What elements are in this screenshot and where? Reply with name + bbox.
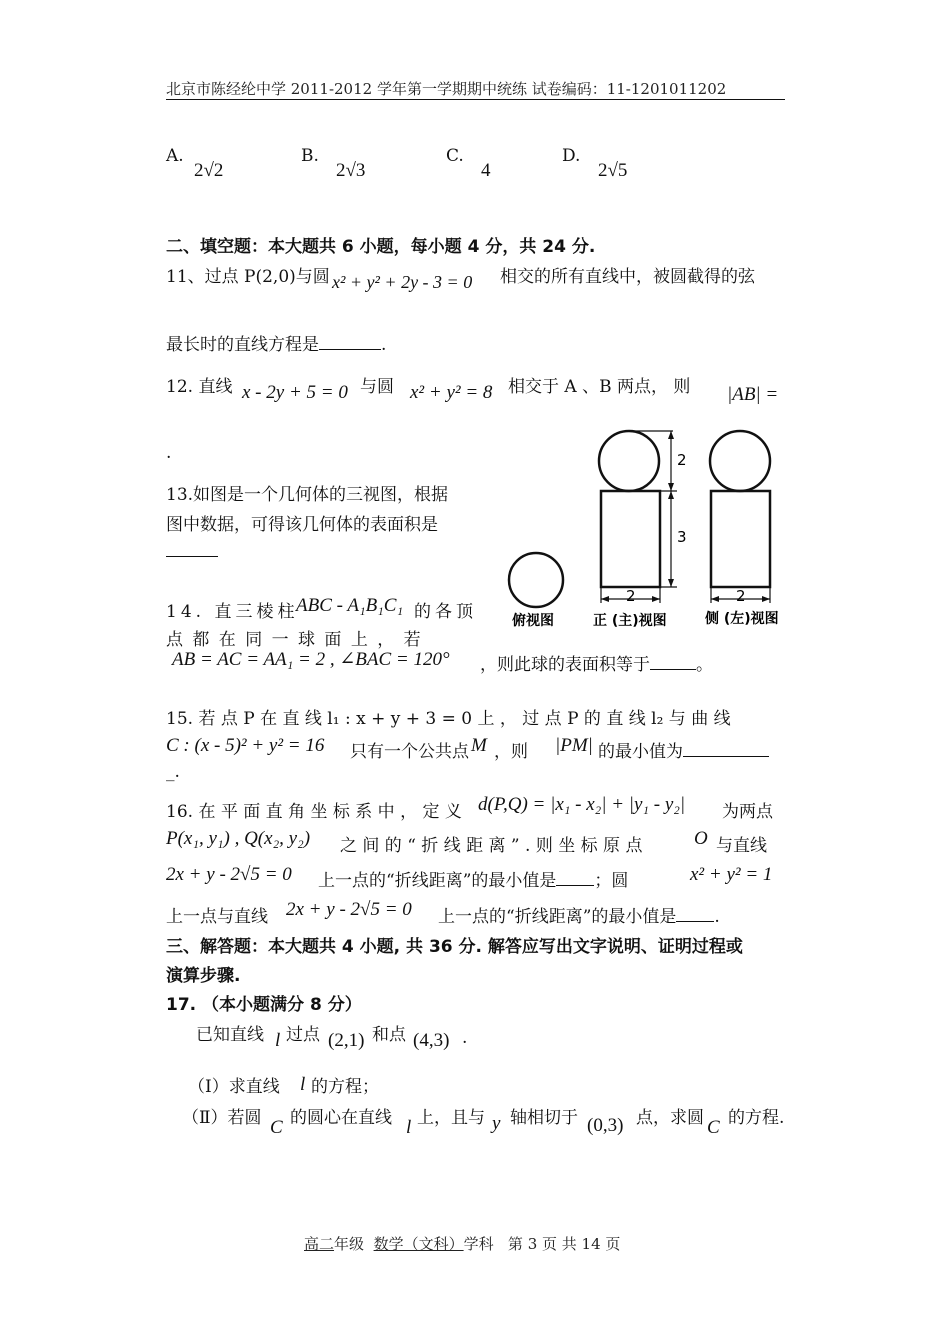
q17-circle-c-1: C — [270, 1117, 283, 1138]
side-view — [704, 431, 779, 627]
q17-part1-1: （Ⅰ）求直线 — [188, 1077, 280, 1097]
q15-text-3: ，则 — [494, 742, 528, 762]
footer-subject-suffix: 学科 — [463, 1235, 494, 1253]
q17-point-3: (0,3) — [587, 1115, 624, 1136]
q16-text-4: 与直线 — [716, 836, 767, 856]
choice-c-label: C. — [446, 146, 464, 166]
choice-d-label: D. — [562, 146, 581, 166]
dim-top-label: 2 — [677, 451, 687, 469]
q16-text-1: 16. 在 平 面 直 角 坐 标 系 中 ， 定 义 — [166, 802, 462, 822]
q15-answer-blank[interactable] — [683, 756, 769, 757]
q16-origin: O — [694, 828, 708, 849]
footer-subject: 数学（文科） — [373, 1235, 464, 1253]
q17-part2-2: 的圆心在直线 — [290, 1108, 392, 1128]
footer-page-number: 第 3 页 共 14 页 — [507, 1235, 621, 1253]
q12-ab-length: |AB| = — [727, 384, 779, 405]
choice-a-label: A. — [166, 146, 184, 166]
q17-point-2: (4,3) — [413, 1030, 450, 1051]
q11-answer-blank[interactable] — [319, 349, 381, 350]
q15-point-m: M — [471, 735, 487, 756]
q17-line-l: l — [275, 1030, 281, 1051]
q12-text-1: 12. 直线 — [166, 377, 233, 397]
q14-answer-blank[interactable] — [650, 669, 696, 670]
q11-text-2: 相交的所有直线中，被圆截得的弦 — [500, 267, 755, 287]
side-view-cylinder — [711, 491, 770, 587]
q15-text-2: 只有一个公共点 — [350, 742, 469, 762]
q15-text-4: 的最小值为 — [598, 737, 769, 762]
top-view-label: 俯视图 — [512, 613, 554, 629]
q16-line-eq-1: 2x + y - 2√5 = 0 — [166, 864, 292, 885]
q11-text-3: 最长时的直线方程是 . — [166, 335, 387, 355]
q16-line-eq-2: 2x + y - 2√5 = 0 — [286, 899, 412, 920]
q17-intro-2: 过点 — [286, 1025, 320, 1045]
q13-text-1: 13.如图是一个几何体的三视图，根据 — [166, 485, 449, 505]
choice-b-label: B. — [301, 146, 319, 166]
q13-text-2: 图中数据，可得该几何体的表面积是 — [166, 515, 438, 535]
side-view-label: 侧 (左)视图 — [705, 611, 779, 627]
q15-curve: C : (x - 5)² + y² = 16 — [166, 735, 325, 756]
dim-mid-label: 3 — [677, 528, 687, 546]
section3-title-line1: 三、解答题：本大题共 4 小题, 共 36 分. 解答应写出文字说明、证明过程或 — [166, 937, 743, 957]
choice-d-value: 2√5 — [598, 160, 628, 181]
q17-part2-1: （Ⅱ）若圆 — [182, 1108, 262, 1128]
front-view-sphere — [599, 431, 659, 491]
q12-equation-circle: x² + y² = 8 — [410, 382, 493, 403]
q12-text-2: 与圆 — [360, 377, 394, 397]
q11-equation: x² + y² + 2y - 3 = 0 — [332, 272, 473, 292]
q16-distance-def: d(P,Q) = |x₁ - x₂| + |y₁ - y₂| — [478, 794, 686, 815]
section3-title-line2: 演算步骤. — [166, 966, 241, 986]
q16-text-7: 上一点的“折线距离”的最小值是 . — [438, 907, 720, 927]
q17-part2-3: 上，且与 — [417, 1108, 485, 1128]
q16-answer-blank-2[interactable] — [676, 921, 714, 922]
choice-c-value: 4 — [481, 160, 491, 181]
q15-tail: _. — [166, 762, 180, 782]
header-rule — [166, 99, 785, 100]
q14-text-3: 点 都 在 同 一 球 面 上 ， 若 — [166, 630, 423, 650]
q17-part2-4: 轴相切于 — [510, 1108, 578, 1128]
q17-part2-6: 的方程. — [728, 1108, 785, 1128]
q17-intro-3: 和点 — [372, 1025, 406, 1045]
front-view-label: 正 (主)视图 — [593, 613, 667, 629]
q16-circle-eq: x² + y² = 1 — [690, 864, 773, 885]
footer-grade: 高二 — [304, 1235, 335, 1253]
q12-equation-line: x - 2y + 5 = 0 — [242, 382, 348, 403]
dim-side-label: 2 — [736, 587, 746, 605]
q16-text-2: 为两点 — [722, 802, 773, 822]
q17-part1-2: 的方程； — [311, 1077, 379, 1097]
q16-text-5: 上一点的“折线距离”的最小值是 ；圆 — [318, 871, 629, 891]
page-header: 北京市陈经纶中学 2011-2012 学年第一学期期中统练 试卷编码：11-1201011202 — [166, 80, 727, 98]
q17-part2-5: 点，求圆 — [636, 1108, 704, 1128]
q17-point-1: (2,1) — [328, 1030, 365, 1051]
q14-condition: AB = AC = AA₁ = 2 , ∠BAC = 120° — [172, 649, 450, 670]
q13-answer-blank[interactable] — [166, 556, 218, 557]
q14-text-4: ，则此球的表面积等于 。 — [480, 655, 713, 675]
front-view-cylinder — [601, 491, 660, 587]
q16-answer-blank-1[interactable] — [556, 885, 594, 886]
q17-axis-y: y — [492, 1113, 501, 1134]
q14-text-2: 的各顶 — [414, 602, 477, 622]
q15-pm: |PM| — [555, 735, 593, 756]
section2-title: 二、填空题：本大题共 6 小题，每小题 4 分，共 24 分. — [166, 237, 596, 257]
q17-circle-c-2: C — [707, 1117, 720, 1138]
q17-part2-l: l — [406, 1117, 412, 1138]
front-view — [593, 431, 687, 629]
q15-text-1: 15. 若 点 P 在 直 线 l₁ : x + y + 3 = 0 上 ， 过 点 P 的 直 线 l₂ 与 曲 线 — [166, 709, 731, 729]
choice-b-value: 2√3 — [336, 160, 366, 181]
top-view — [509, 553, 563, 629]
q17-intro-end: . — [462, 1028, 468, 1048]
q14-text-1: 14. 直三棱柱 — [166, 602, 299, 622]
q12-tail: . — [166, 443, 172, 463]
page-footer — [304, 1233, 620, 1254]
top-view-circle — [509, 553, 563, 607]
q17-title: 17. （本小题满分 8 分） — [166, 995, 362, 1015]
q11-text-1: 11、过点 P(2,0)与圆 — [166, 267, 330, 287]
side-view-sphere — [710, 431, 770, 491]
q14-prism: ABC - A₁B₁C₁ — [296, 595, 404, 616]
q16-text-3: 之 间 的 “ 折 线 距 离 ” . 则 坐 标 原 点 — [340, 836, 643, 856]
choice-a-value: 2√2 — [194, 160, 224, 181]
q17-part1-l: l — [300, 1074, 306, 1095]
dim-front-label: 2 — [626, 587, 636, 605]
q17-intro-1: 已知直线 — [196, 1025, 264, 1045]
q16-points: P(x₁, y₁) , Q(x₂, y₂) — [166, 828, 311, 849]
three-view-figure — [495, 425, 795, 640]
footer-grade-suffix: 年级 — [334, 1235, 365, 1253]
q12-text-3: 相交于 A 、B 两点， 则 — [508, 377, 691, 397]
q16-text-6: 上一点与直线 — [166, 907, 268, 927]
